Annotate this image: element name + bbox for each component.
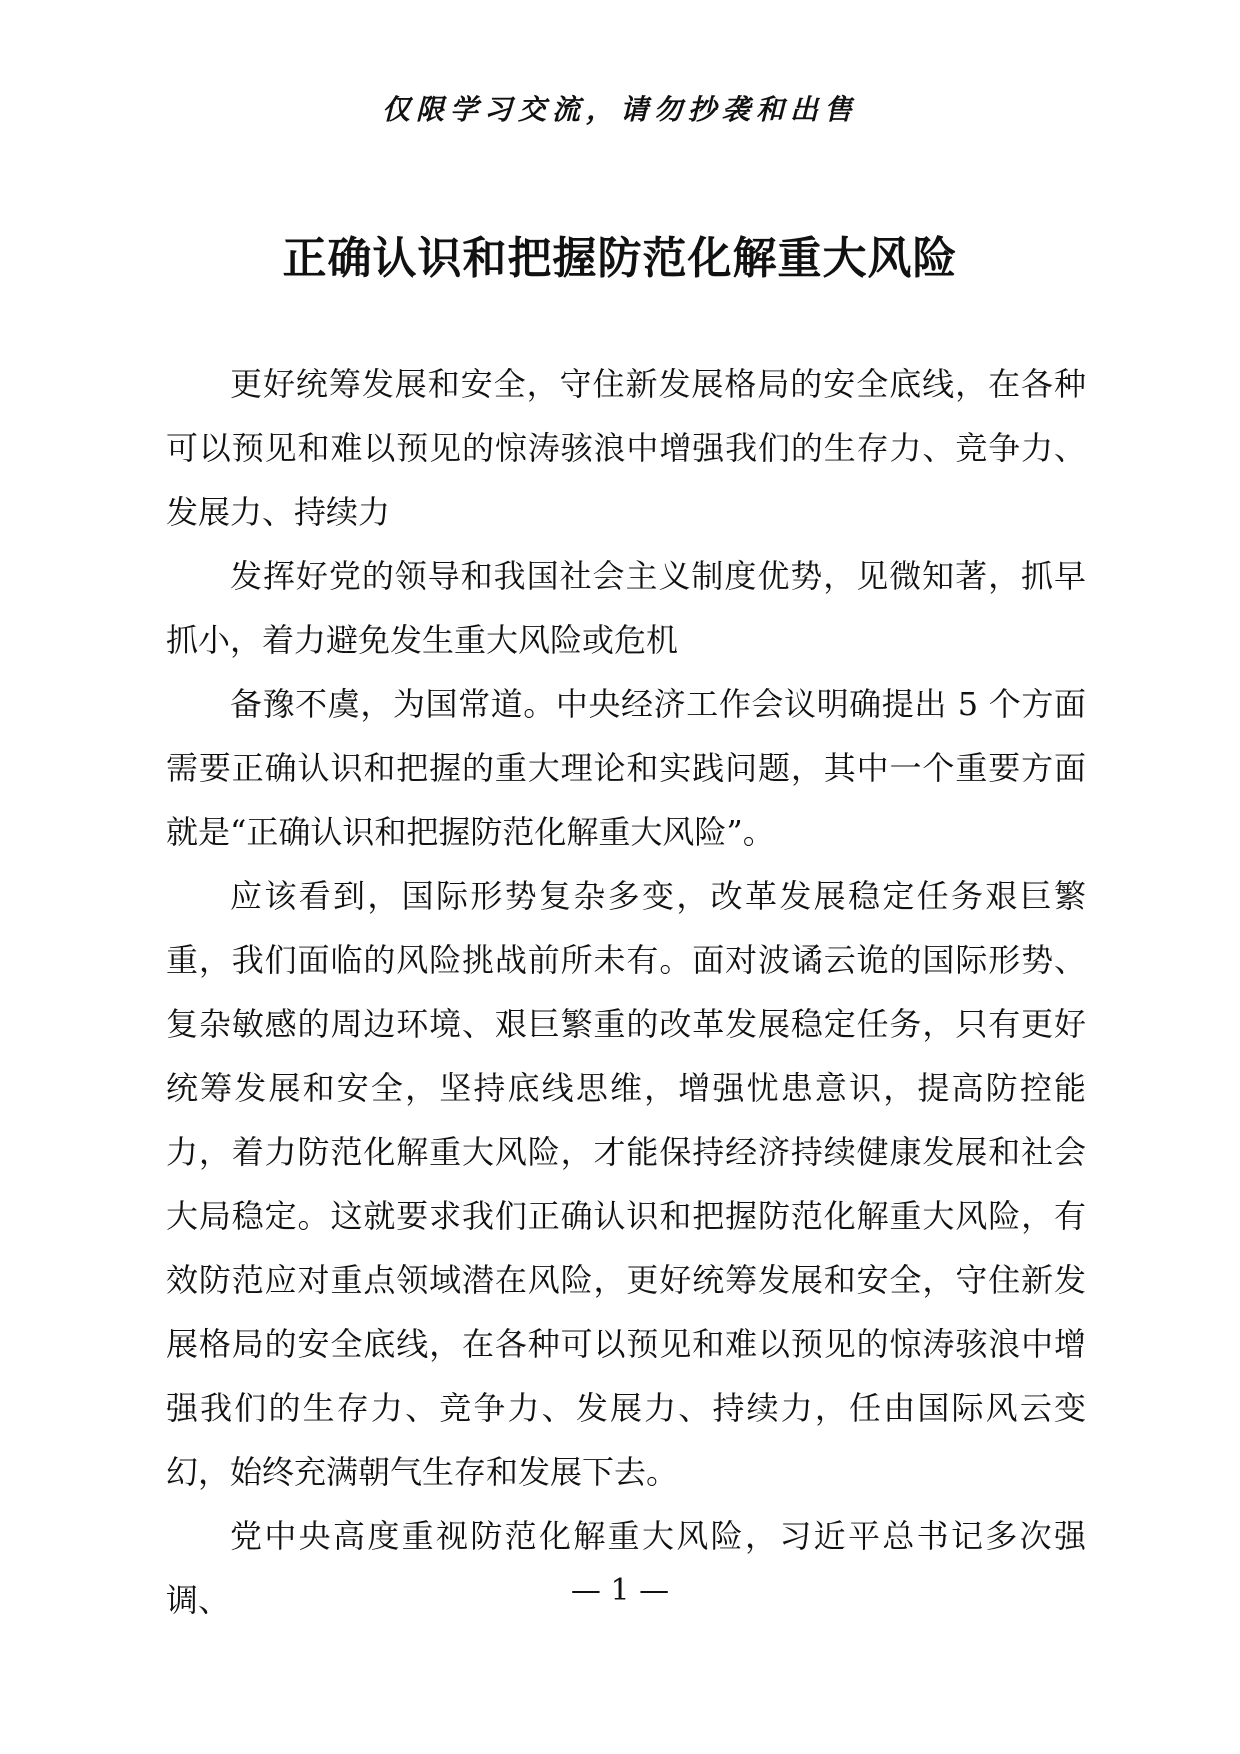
document-body	[166, 352, 1086, 1632]
paragraph: 发挥好党的领导和我国社会主义制度优势，见微知著，抓早抓小，着力避免发生重大风险或危机	[166, 557, 1086, 659]
paragraph: 应该看到，国际形势复杂多变，改革发展稳定任务艰巨繁重，我们面临的风险挑战前所未有。面对波谲云诡的国际形势、复杂敏感的周边环境、艰巨繁重的改革发展稳定任务，只有更好统筹发展和安全，坚持底线思维，增强忧患意识，提高防控能力，着力防范化解重大风险，才能保持经济持续健康发展和社会大局稳定。这就要求我们正确认识和把握防范化解重大风险，有效防范应对重点领域潜在风险，更好统筹发展和安全，守住新发展格局的安全底线，在各种可以预见和难以预见的惊涛骇浪中增强我们的生存力、竞争力、发展力、持续力，任由国际风云变幻，始终充满朝气生存和发展下去。	[166, 877, 1086, 1491]
page-number: — 1 —	[570, 1573, 670, 1608]
paragraph: 备豫不虞，为国常道。中央经济工作会议明确提出 5 个方面需要正确认识和把握的重大理论和实践问题，其中一个重要方面就是“正确认识和把握防范化解重大风险”。	[166, 685, 1086, 851]
document-title: 正确认识和把握防范化解重大风险	[282, 233, 958, 284]
paragraph: 党中央高度重视防范化解重大风险，习近平总书记多次强调、	[166, 1517, 1086, 1619]
paragraph: 更好统筹发展和安全，守住新发展格局的安全底线，在各种可以预见和难以预见的惊涛骇浪中增强我们的生存力、竞争力、发展力、持续力	[166, 365, 1086, 531]
usage-notice: 仅限学习交流，请勿抄袭和出售	[381, 93, 858, 126]
